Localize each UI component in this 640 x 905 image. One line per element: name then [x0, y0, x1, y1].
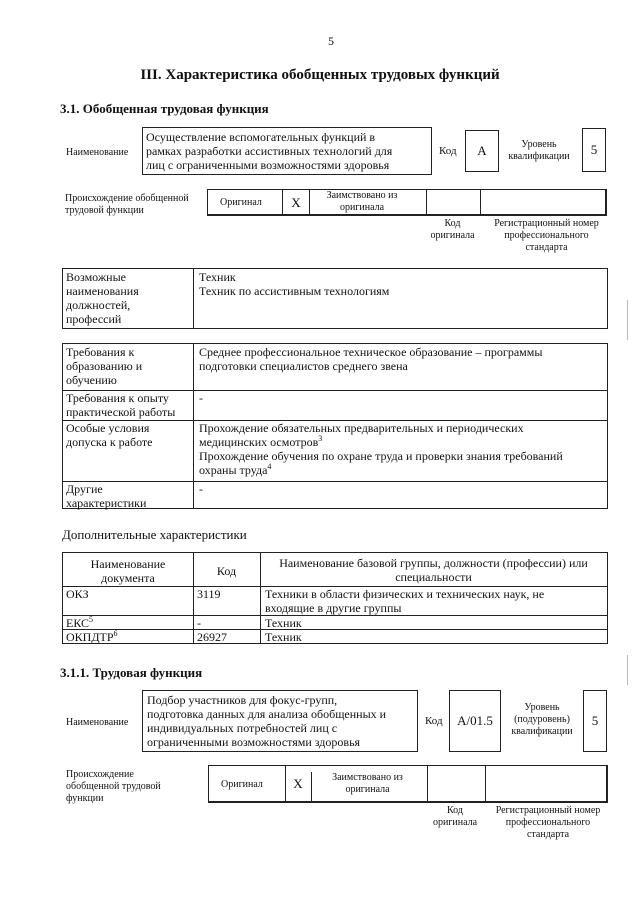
gtf-level-value: 5 [582, 128, 606, 172]
requirements-table [62, 343, 608, 509]
gtf-code-value: А [465, 130, 499, 172]
tf-reg-number-cell [485, 766, 607, 802]
req-admission-label: Особые условия допуска к работе [66, 421, 153, 449]
req-admission-line-1: Прохождение обязательных предварительных и периодических медицинских осмотров [199, 421, 524, 449]
additional-row-doc: ОКЗ [66, 587, 89, 601]
additional-row-doc: ЕКС$^5$ [66, 615, 94, 630]
gtf-original-mark: Х [282, 190, 310, 215]
tf-code-label: Код [425, 715, 443, 727]
gtf-reg-number-caption: Регистрационный номер профессионального стандарта [494, 218, 599, 253]
gtf-origin-label: Происхождение обобщенной трудовой функции [65, 193, 189, 216]
req-experience-value: - [199, 391, 203, 405]
scan-mark [627, 655, 628, 685]
tf-level-value: 5 [583, 690, 607, 752]
additional-row-code: 26927 [197, 630, 227, 644]
req-other-label: Другие характеристики [66, 482, 147, 510]
page-title: III. Характеристика обобщенных трудовых функций [140, 67, 500, 83]
scan-mark [627, 300, 628, 340]
additional-title: Дополнительные характеристики [62, 527, 247, 542]
req-admission-line-2: Прохождение обучения по охране труда и проверки знания требований охраны труда [199, 449, 563, 477]
additional-row-doc: ОКПДТР$^6$ [66, 629, 118, 644]
req-admission-value [199, 421, 605, 477]
tf-original-label: Оригинал [221, 779, 263, 790]
footnote-6: 6 [113, 629, 118, 638]
gtf-code-original-caption: Код оригинала [430, 218, 475, 241]
gtf-reg-number-cell [480, 190, 606, 215]
positions-label: Возможные наименования должностей, профессий [66, 270, 139, 326]
footnote-4: 4 [267, 462, 272, 471]
positions-table [62, 268, 608, 329]
tf-borrowed-label: Заимствовано из оригинала [311, 772, 423, 802]
gtf-borrowed-label: Заимствовано из оригинала [326, 190, 398, 213]
tf-level-label: Уровень (подуровень) квалификации [511, 702, 573, 737]
gtf-original-label: Оригинал [220, 197, 262, 208]
tf-name-value: Подбор участников для фокус-групп, подготовка данных для анализа обобщенных и индивидуальных потребностей лиц с ограниченными возможностями здоровья [142, 690, 418, 752]
additional-row-code: - [197, 616, 201, 630]
gtf-code-original-cell [426, 190, 480, 215]
tf-origin-row [208, 765, 608, 803]
footnote-3: 3 [318, 434, 323, 443]
tf-original-mark: Х [293, 776, 303, 791]
positions-value: Техник Техник по ассистивным технологиям [193, 269, 607, 328]
tf-code-original-cell [427, 766, 485, 802]
tf-reg-number-caption: Регистрационный номер профессионального стандарта [495, 805, 601, 840]
tf-code-original-caption: Код оригинала [432, 805, 478, 828]
gtf-origin-row [207, 189, 607, 216]
req-experience-label: Требования к опыту практической работы [66, 391, 176, 419]
additional-header-name: Наименование базовой группы, должности (профессии) или специальности [279, 556, 588, 584]
tf-code-value: А/01.5 [449, 690, 501, 752]
additional-row-name: Техник [265, 616, 302, 630]
additional-row-name: Техник [265, 630, 302, 644]
gtf-name-label: Наименование [66, 147, 129, 158]
req-education-label: Требования к образованию и обучению [66, 345, 143, 387]
additional-table [62, 552, 608, 644]
tf-origin-label: Происхождение обобщенной трудовой функции [66, 769, 161, 804]
gtf-name-value: Осуществление вспомогательных функций в рамках разработки ассистивных технологий для лиц с ограниченными возможностями здоровья [142, 127, 432, 175]
tf-name-label: Наименование [66, 717, 129, 728]
additional-row-name: Техники в области физических и технических наук, не входящие в другие группы [265, 587, 545, 615]
page-number: 5 [328, 34, 334, 48]
footnote-5: 5 [89, 615, 94, 624]
additional-header-code: Код [216, 564, 237, 578]
additional-header-document: Наименование документа [90, 557, 166, 585]
gtf-level-label: Уровень квалификации [508, 139, 570, 162]
section-3-1-1-title: 3.1.1. Трудовая функция [60, 665, 203, 680]
gtf-code-label: Код [439, 145, 457, 157]
additional-row-code: 3119 [197, 587, 221, 601]
section-3-1-title: 3.1. Обобщенная трудовая функция [60, 101, 269, 116]
req-other-value: - [199, 482, 203, 496]
req-education-value: Среднее профессиональное техническое образование – программы подготовки специалистов среднего звена [199, 345, 543, 373]
